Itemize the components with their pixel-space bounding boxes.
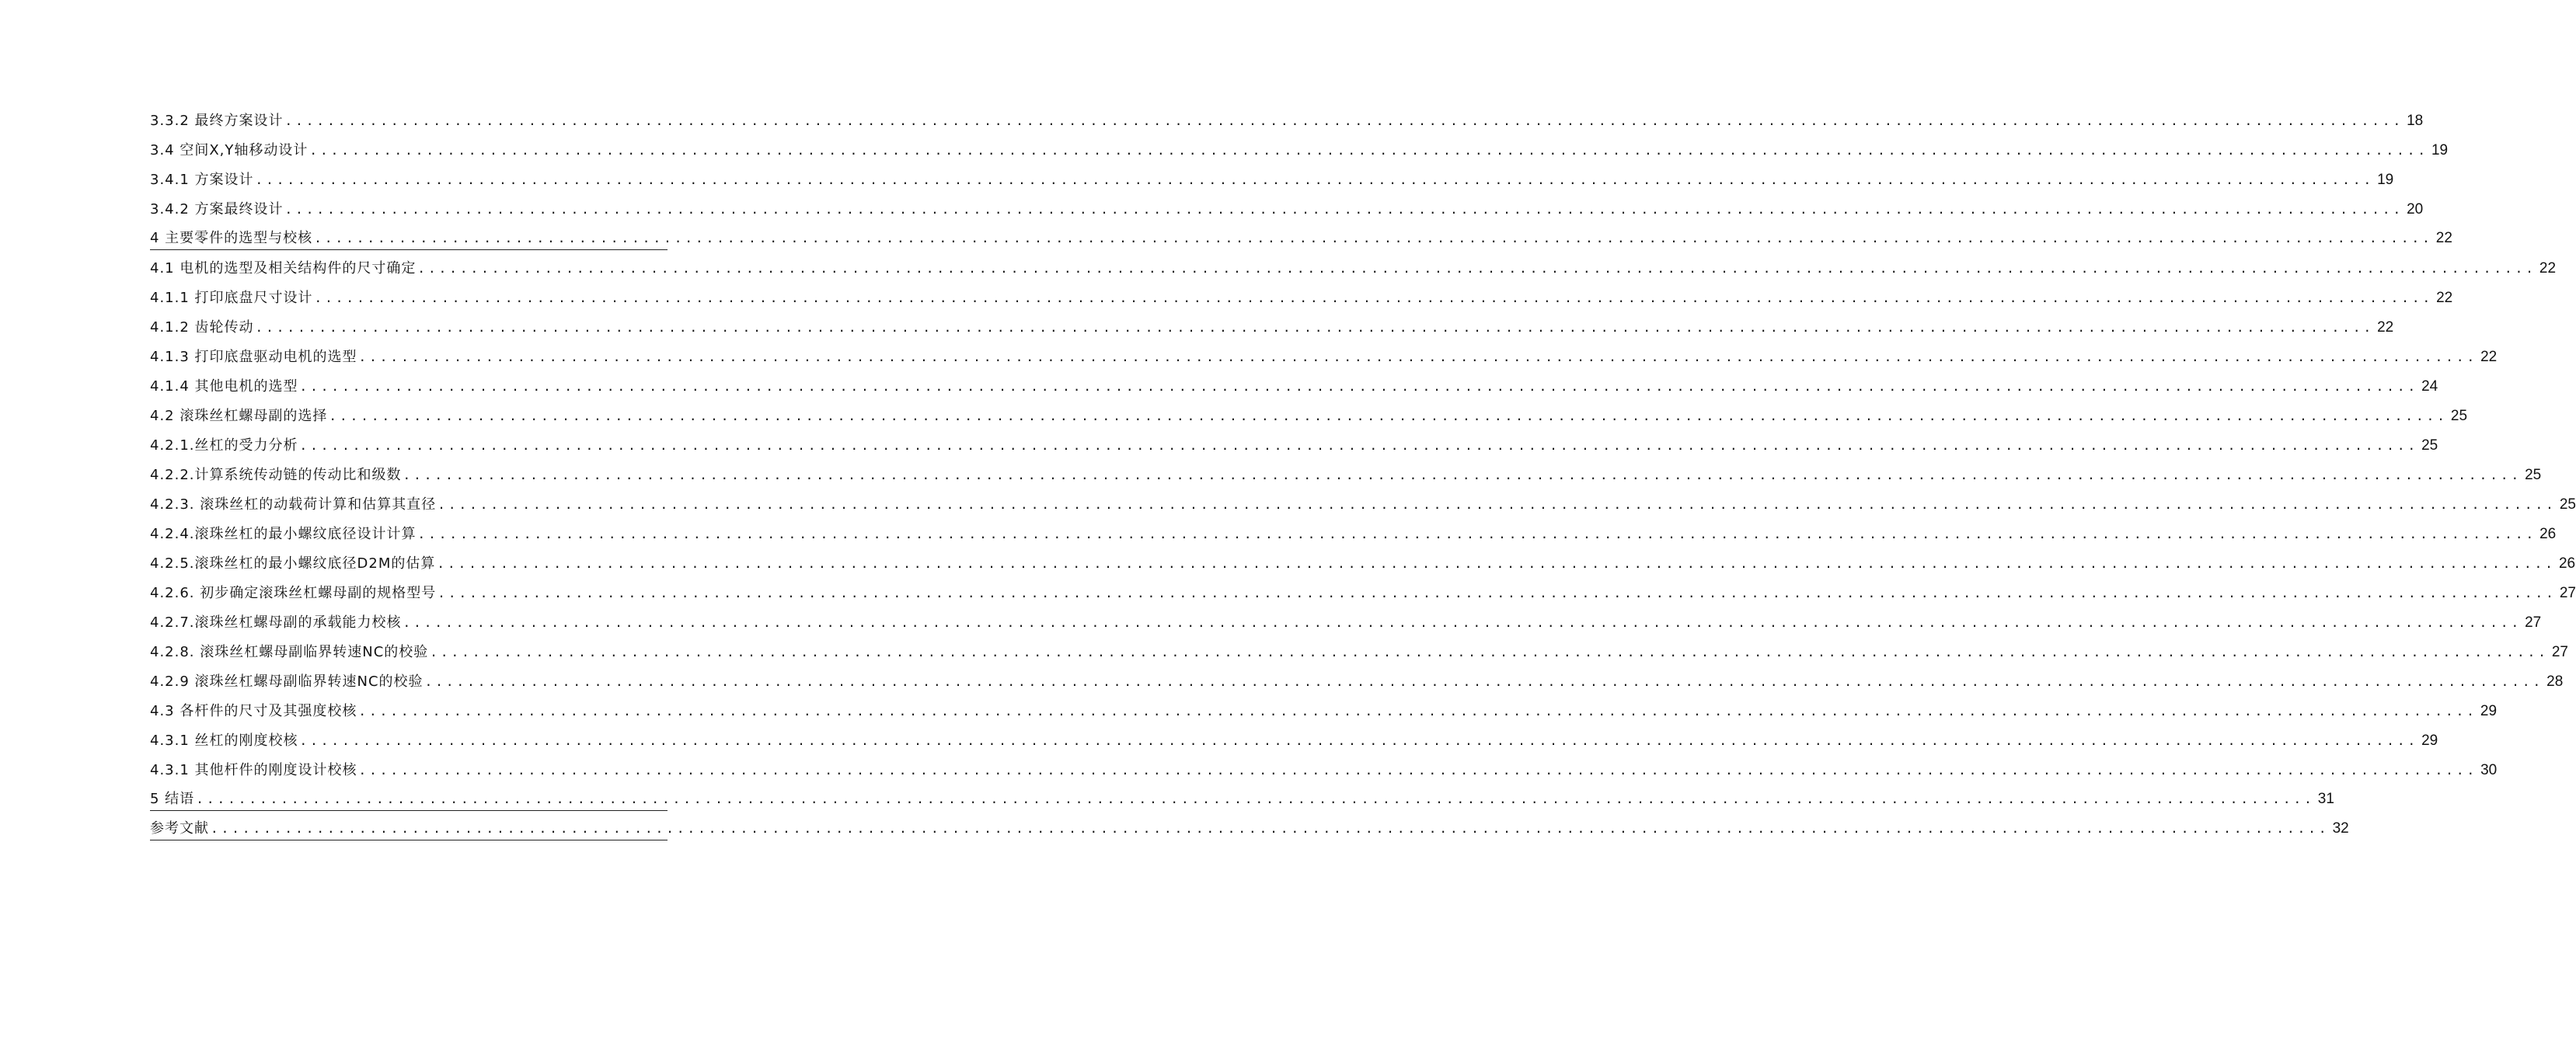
toc-dot-leader: ........................................................................................................................................................................................................ xyxy=(437,497,2557,512)
toc-dot-leader: ........................................................................................................................................................................................................ xyxy=(358,350,2478,364)
toc-dot-leader: ........................................................................................................................................................................................................ xyxy=(424,674,2544,689)
toc-entry-title: 4.3.1 丝杠的刚度校核 xyxy=(150,733,298,749)
toc-entry[interactable] xyxy=(150,250,2557,280)
toc-entry[interactable] xyxy=(150,634,2568,663)
toc-entry-title: 5 结语 xyxy=(150,791,195,807)
toc-entry[interactable] xyxy=(150,132,2449,162)
toc-entry-page-number: 28 xyxy=(2546,673,2564,690)
toc-dot-leader: ........................................................................................................................................................................................................ xyxy=(284,113,2404,128)
toc-entry-page-number: 26 xyxy=(2539,526,2557,542)
toc-entry[interactable] xyxy=(150,663,2564,693)
toc-entry-title: 4.2.4.滚珠丝杠的最小螺纹底径设计计算 xyxy=(150,526,417,542)
toc-entry[interactable] xyxy=(150,575,2576,604)
toc-entry-title: 3.4.1 方案设计 xyxy=(150,172,254,188)
toc-entry-page-number: 29 xyxy=(2421,733,2438,749)
toc-entry-title: 4.2.3. 滚珠丝杠的动载荷计算和估算其直径 xyxy=(150,496,437,513)
toc-entry[interactable] xyxy=(150,398,2468,427)
toc-entry-title: 4.1 电机的选型及相关结构件的尺寸确定 xyxy=(150,260,417,277)
toc-entry[interactable] xyxy=(150,457,2542,486)
toc-entry-title: 4.2.2.计算系统传动链的传动比和级数 xyxy=(150,467,402,483)
toc-entry-page-number: 22 xyxy=(2480,349,2498,365)
toc-entry-page-number: 26 xyxy=(2558,555,2576,572)
toc-entry-title: 4.3.1 其他杆件的刚度设计校核 xyxy=(150,762,357,778)
toc-entry[interactable] xyxy=(150,781,2334,811)
toc-entry-title: 3.4 空间X,Y轴移动设计 xyxy=(150,142,308,158)
toc-entry[interactable] xyxy=(150,811,2349,840)
toc-dot-leader: ........................................................................................................................................................................................................ xyxy=(284,202,2404,217)
toc-entry-page-number: 25 xyxy=(2450,408,2468,424)
toc-entry-page-number: 25 xyxy=(2525,467,2542,483)
toc-entry-title: 3.4.2 方案最终设计 xyxy=(150,201,284,218)
toc-entry-title: 4 主要零件的选型与校核 xyxy=(150,230,313,246)
toc-entry-title: 3.3.2 最终方案设计 xyxy=(150,113,284,129)
toc-entry-title: 4.1.1 打印底盘尺寸设计 xyxy=(150,290,313,306)
toc-entry[interactable] xyxy=(150,309,2394,339)
toc-dot-leader: ........................................................................................................................................................................................................ xyxy=(299,438,2419,453)
toc-entry-title: 4.3 各杆件的尺寸及其强度校核 xyxy=(150,703,357,719)
toc-entry-title: 4.2.5.滚珠丝杠的最小螺纹底径D2M的估算 xyxy=(150,555,436,572)
toc-entry[interactable] xyxy=(150,221,2452,250)
toc-entry[interactable] xyxy=(150,516,2557,545)
toc-dot-leader: ........................................................................................................................................................................................................ xyxy=(309,143,2428,158)
toc-entry-title: 参考文献 xyxy=(150,820,209,837)
toc-entry-page-number: 22 xyxy=(2435,230,2452,246)
toc-dot-leader: ........................................................................................................................................................................................................ xyxy=(196,792,2315,806)
toc-entry-title: 4.1.4 其他电机的选型 xyxy=(150,378,298,395)
toc-entry-page-number: 22 xyxy=(2377,319,2394,336)
toc-entry[interactable] xyxy=(150,339,2498,368)
toc-entry-page-number: 31 xyxy=(2317,791,2334,807)
toc-dot-leader: ........................................................................................................................................................................................................ xyxy=(329,409,2448,423)
toc-entry[interactable] xyxy=(150,604,2542,634)
toc-entry[interactable] xyxy=(150,545,2576,575)
toc-entry-page-number: 19 xyxy=(2431,142,2449,158)
toc-entry-page-number: 19 xyxy=(2377,172,2394,188)
toc-entry-page-number: 32 xyxy=(2332,820,2349,837)
toc-entry-title: 4.2.9 滚珠丝杠螺母副临界转速NC的校验 xyxy=(150,673,424,690)
toc-dot-leader: ........................................................................................................................................................................................................ xyxy=(255,320,2375,335)
toc-entry-page-number: 27 xyxy=(2525,614,2542,631)
toc-entry-page-number: 27 xyxy=(2559,585,2576,601)
toc-entry[interactable] xyxy=(150,752,2498,781)
toc-entry[interactable] xyxy=(150,427,2438,457)
toc-dot-leader: ........................................................................................................................................................................................................ xyxy=(314,231,2433,245)
toc-dot-leader: ........................................................................................................................................................................................................ xyxy=(437,556,2556,571)
toc-entry-title: 4.2.6. 初步确定滚珠丝杠螺母副的规格型号 xyxy=(150,585,437,601)
toc-entry-page-number: 29 xyxy=(2480,703,2498,719)
toc-dot-leader: ........................................................................................................................................................................................................ xyxy=(299,733,2419,748)
toc-entry-title: 4.2.1.丝杠的受力分析 xyxy=(150,437,298,454)
toc-entry[interactable] xyxy=(150,693,2498,722)
toc-dot-leader: ........................................................................................................................................................................................................ xyxy=(358,763,2478,778)
toc-entry-page-number: 18 xyxy=(2407,113,2424,129)
toc-entry-title: 4.2.8. 滚珠丝杠螺母副临界转速NC的校验 xyxy=(150,644,429,660)
toc-entry[interactable] xyxy=(150,368,2438,398)
toc-entry[interactable] xyxy=(150,486,2576,516)
toc-entry-page-number: 25 xyxy=(2421,437,2438,454)
toc-entry-page-number: 20 xyxy=(2407,201,2424,218)
toc-entry-title: 4.2.7.滚珠丝杠螺母副的承载能力校核 xyxy=(150,614,402,631)
toc-entry-title: 4.2 滚珠丝杠螺母副的选择 xyxy=(150,408,328,424)
toc-entry-title: 4.1.2 齿轮传动 xyxy=(150,319,254,336)
toc-dot-leader: ........................................................................................................................................................................................................ xyxy=(437,586,2557,600)
toc-dot-leader: ........................................................................................................................................................................................................ xyxy=(430,645,2549,659)
table-of-contents xyxy=(150,103,2576,840)
toc-entry-page-number: 22 xyxy=(2436,290,2453,306)
toc-entry[interactable] xyxy=(150,722,2438,752)
toc-entry[interactable] xyxy=(150,280,2453,309)
toc-dot-leader: ........................................................................................................................................................................................................ xyxy=(403,615,2522,630)
toc-entry[interactable] xyxy=(150,162,2394,191)
toc-dot-leader: ........................................................................................................................................................................................................ xyxy=(417,527,2537,541)
toc-entry-title: 4.1.3 打印底盘驱动电机的选型 xyxy=(150,349,357,365)
toc-entry[interactable] xyxy=(150,103,2424,132)
toc-entry-page-number: 27 xyxy=(2551,644,2568,660)
toc-entry-page-number: 24 xyxy=(2421,378,2438,395)
toc-dot-leader: ........................................................................................................................................................................................................ xyxy=(255,172,2375,187)
toc-dot-leader: ........................................................................................................................................................................................................ xyxy=(299,379,2419,394)
toc-dot-leader: ........................................................................................................................................................................................................ xyxy=(211,821,2330,836)
toc-entry-page-number: 25 xyxy=(2559,496,2576,513)
toc-dot-leader: ........................................................................................................................................................................................................ xyxy=(403,468,2522,482)
toc-dot-leader: ........................................................................................................................................................................................................ xyxy=(417,261,2536,276)
toc-entry[interactable] xyxy=(150,191,2424,221)
toc-entry-page-number: 30 xyxy=(2480,762,2498,778)
toc-dot-leader: ........................................................................................................................................................................................................ xyxy=(358,704,2477,719)
toc-dot-leader: ........................................................................................................................................................................................................ xyxy=(314,291,2434,305)
toc-entry-page-number: 22 xyxy=(2539,260,2557,277)
